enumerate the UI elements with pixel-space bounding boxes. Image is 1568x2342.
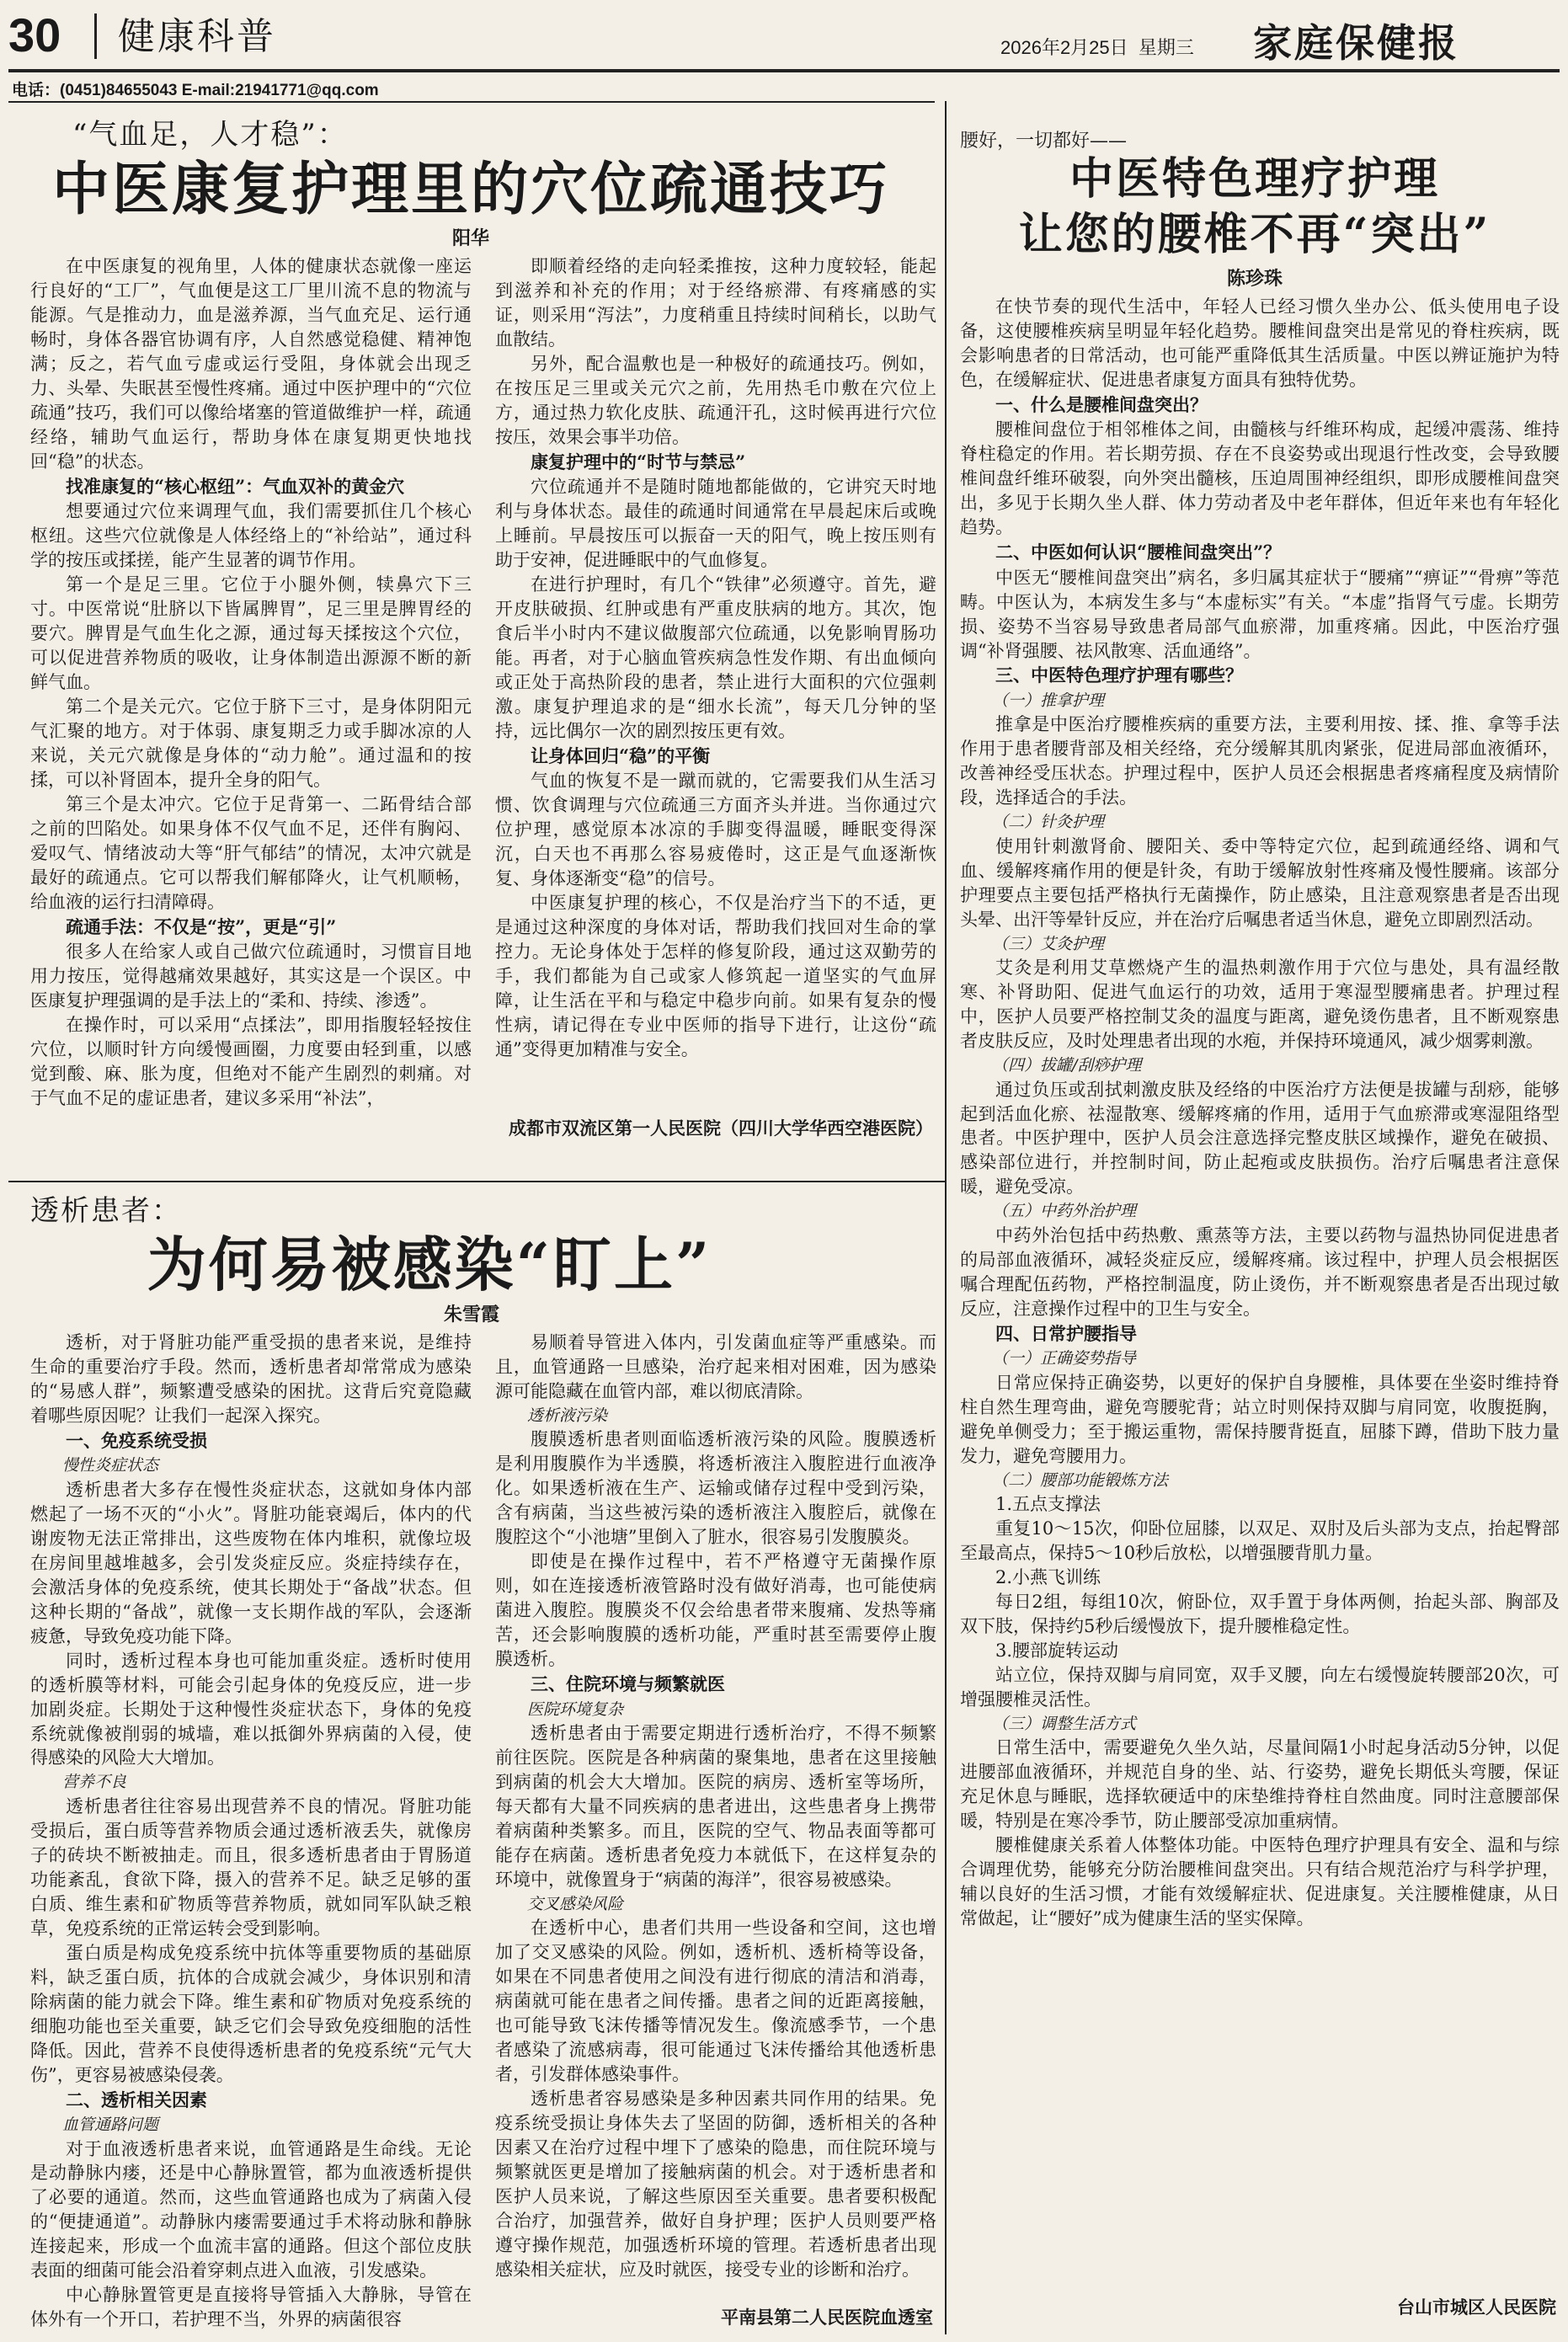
minor-heading: 血管通路问题: [62, 2115, 159, 2134]
paragraph: 气血的恢复不是一蹴而就的，它需要我们从生活习惯、饮食调理与穴位疏通三方面齐头并进。当你通过穴位护理，感觉原本冰凉的手脚变得温暖，睡眠变得深沉，白天也不再那么容易疲倦时，这正是气血逐渐恢复、身体逐渐变“稳”的信号。: [495, 771, 936, 889]
a1-col1: [30, 254, 472, 1157]
paragraph: 透析患者往往容易出现营养不良的情况。肾脏功能受损后，蛋白质等营养物质会通过透析液丢失，就像房子的砖块不断被抽走。而且，很多透析患者由于胃肠道功能紊乱，食欲下降，摄入的营养不足。缺乏足够的蛋白质、维生素和矿物质等营养物质，就如同军队缺乏粮草，免疫系统的正常运转会受到影响。: [30, 1795, 472, 1939]
a2-title: 为何易被感染“盯上”: [147, 1230, 712, 1299]
paragraph: 想要通过穴位来调理气血，我们需要抓住几个核心枢纽。这些穴位就像是人体经络上的“补给站”，通过科学的按压或揉搓，能产生显著的调节作用。: [30, 501, 472, 571]
a1-kicker: “气血足，人才稳”：: [72, 118, 348, 152]
a3-affiliation: 台山市城区人民医院: [1397, 2297, 1556, 2318]
subheading: 找准康复的“核心枢纽”：气血双补的黄金穴: [66, 475, 405, 497]
contact-line: 电话：(0451)84655043 E-mail:21941771@qq.com: [12, 82, 379, 99]
minor-heading: （四）拔罐/刮痧护理: [992, 1056, 1142, 1075]
contact-rule: [8, 101, 935, 103]
paragraph: 中医无“腰椎间盘突出”病名，多归属其症状于“腰痛”“痹证”“骨痹”等范畴。中医认为，本病发生多与“本虚标实”有关。“本虚”指肾气亏虚。长期劳损、姿势不当容易导致患者局部气血瘀滞，加重疼痛。因此，中医治疗强调“补肾强腰、祛风散寒、活血通络”。: [960, 567, 1560, 661]
paragraph: 在透析中心，患者们共用一些设备和空间，这也增加了交叉感染的风险。例如，透析机、透析椅等设备，如果在不同患者使用之间没有进行彻底的清洁和消毒，病菌就可能在患者之间传播。患者之间的近距离接触，也可能导致飞沫传播等情况发生。像流感季节，一个患者感染了流感病毒，很可能通过飞沫传播给其他透析患者，引发群体感染事件。: [495, 1918, 936, 2085]
a3-kicker: 腰好，一切都好——: [960, 131, 1128, 152]
paragraph: 中医康复护理的核心，不仅是治疗当下的不适，更是通过这种深度的身体对话，帮助我们找回对生命的掌控力。无论身体处于怎样的修复阶段，通过这双勤劳的手，我们都能为自己或家人修筑起一道坚实的气血屏障，让生活在平和与稳定中稳步向前。如果有复杂的慢性病，请记得在专业中医师的指导下进行，让这份“疏通”变得更加精准与安全。: [495, 893, 936, 1059]
subheading: 三、中医特色理疗护理有哪些？: [995, 664, 1243, 686]
paragraph: 在进行护理时，有几个“铁律”必须遵守。首先，避开皮肤破损、红肿或患有严重皮肤病的地方。其次，饱食后半小时内不建议做腹部穴位疏通，以免影响胃肠功能。再者，对于心脑血管疾病急性发作期、有出血倾向或正处于高热阶段的患者，禁止进行大面积的穴位强刺激。康复护理追求的是“细水长流”，每天几分钟的坚持，远比偶尔一次的剧烈按压更有效。: [495, 574, 936, 741]
page-number: 30: [8, 8, 61, 61]
minor-heading: 营养不良: [62, 1773, 127, 1792]
paragraph: 艾灸是利用艾草燃烧产生的温热刺激作用于穴位与患处，具有温经散寒、补肾助阳、促进气血运行的功效，适用于寒湿型腰痛患者。护理过程中，医护人员要严格控制艾灸的温度与距离，避免烫伤患者，且不断观察患者皮肤反应，及时处理患者出现的水疱，并保持环境通风，减少烟雾刺激。: [960, 958, 1560, 1052]
a1-col2: [495, 254, 936, 1117]
a3-author: 陈珍珠: [1226, 268, 1283, 290]
subheading: 让身体回归“稳”的平衡: [531, 744, 711, 766]
paragraph: 日常应保持正确姿势，以更好的保护自身腰椎，具体要在坐姿时维持脊柱自然生理弯曲，避免弯腰驼背；站立时则保持双脚与肩同宽，收腹挺胸，避免单侧受力；至于搬运重物，需保持腰背挺直，屈膝下蹲，借助下肢力量发力，避免弯腰用力。: [960, 1372, 1560, 1466]
minor-heading: 交叉感染风险: [527, 1894, 624, 1913]
subheading: 四、日常护腰指导: [995, 1322, 1137, 1344]
a1-affiliation: 成都市双流区第一人民医院（四川大学华西空港医院）: [509, 1118, 933, 1139]
paragraph: 通过负压或刮拭刺激皮肤及经络的中医治疗方法便是拔罐与刮痧，能够起到活血化瘀、祛湿散寒、缓解疼痛的作用，适用于气血瘀滞或寒湿阻络型患者。中医护理中，医护人员会注意选择完整皮肤区域操作，避免在破损、感染部位进行，并控制时间，防止起疱或皮肤损伤。治疗后嘱患者注意保暖，避免受凉。: [960, 1079, 1560, 1198]
paper-name: 家庭保健报: [1253, 20, 1459, 66]
paragraph: 日常生活中，需要避免久坐久站，尽量间隔1小时起身活动5分钟，以促进腰部血液循环，并规范自身的坐、站、行姿势，避免长期低头弯腰，保证充足休息与睡眠，选择软硬适中的床垫维持脊柱自然曲度。同时注意腰部保暖，特别是在寒冷季节，防止腰部受凉加重病情。: [960, 1737, 1560, 1832]
paragraph: 重复10～15次，仰卧位屈膝，以双足、双肘及后头部为支点，抬起臀部至最高点，保持5～10秒后放松，以增强腰背肌力量。: [960, 1518, 1560, 1563]
minor-heading: （二）腰部功能锻炼方法: [992, 1470, 1169, 1490]
paragraph: 推拿是中医治疗腰椎疾病的重要方法，主要利用按、揉、推、拿等手法作用于患者腰背部及相关经络，充分缓解其肌肉紧张，促进局部血液循环，改善神经受压状态。护理过程中，医护人员还会根据患者疼痛程度及病情阶段，选择适合的手法。: [960, 714, 1560, 808]
paragraph: 即顺着经络的走向轻柔推按，这种力度较轻，能起到滋养和补充的作用；对于经络瘀滞、有疼痛感的实证，则采用“泻法”，力度稍重且持续时间稍长，以助气血散结。: [495, 256, 936, 349]
paragraph: 2.小燕飞训练: [995, 1566, 1101, 1587]
minor-heading: （三）调整生活方式: [992, 1714, 1137, 1733]
minor-heading: 医院环境复杂: [527, 1699, 624, 1719]
a1-title: 中医康复护理里的穴位疏通技巧: [51, 156, 889, 223]
minor-heading: 慢性炎症状态: [62, 1456, 159, 1475]
section-title: 健康科普: [118, 15, 276, 58]
column-divider: [945, 101, 947, 2334]
paragraph: 第二个是关元穴。它位于脐下三寸，是身体阴阳元气汇聚的地方。对于体弱、康复期乏力或手脚冰凉的人来说，关元穴就像是身体的“动力舱”。通过温和的按揉，可以补肾固本，提升全身的阳气。: [30, 696, 472, 790]
paragraph: 中药外治包括中药热敷、熏蒸等方法，主要以药物与温热协同促进患者的局部血液循环，减轻炎症反应，缓解疼痛。该过程中，护理人员会根据医嘱合理配伍药物，严格控制温度，防止烫伤，并不断观察患者是否出现过敏反应，注意操作过程中的卫生与安全。: [960, 1224, 1560, 1319]
paragraph: 在操作时，可以采用“点揉法”，即用指腹轻轻按住穴位，以顺时针方向缓慢画圈，力度要由轻到重，以感觉到酸、麻、胀为度，但绝对不能产生剧烈的刺痛。对于气血不足的虚证患者，建议多采用“补法”，: [30, 1014, 472, 1108]
subheading: 二、透析相关因素: [66, 2089, 207, 2110]
a3-title-line1: 中医特色理疗护理: [1069, 153, 1440, 205]
paragraph: 透析患者容易感染是多种因素共同作用的结果。免疫系统受损让身体失去了坚固的防御，透析相关的各种因素又在治疗过程中埋下了感染的隐患，而住院环境与频繁就医更是增加了接触病菌的机会。对于透析患者和医护人员来说，了解这些原因至关重要。患者要积极配合治疗，加强营养，做好自身护理；医护人员则要严格遵守操作规范，加强透析环境的管理。若透析患者出现感染相关症状，应及时就医，接受专业的诊断和治疗。: [495, 2089, 936, 2280]
paragraph: 第三个是太冲穴。它位于足背第一、二跖骨结合部之前的凹陷处。如果身体不仅气血不足，还伴有胸闷、爱叹气、情绪波动大等“肝气郁结”的情况，太冲穴就是最好的疏通点。它可以帮我们解郁降火，让气机顺畅，给血液的运行扫清障碍。: [30, 793, 472, 912]
a2-col2: [495, 1331, 936, 2297]
paragraph: 透析，对于肾脏功能严重受损的患者来说，是维持生命的重要治疗手段。然而，透析患者却常常成为感染的“易感人群”，频繁遭受感染的困扰。这背后究竟隐藏着哪些原因呢？让我们一起深入探究。: [30, 1332, 472, 1426]
header-rule: [8, 69, 1560, 72]
a2-kicker: 透析患者：: [30, 1194, 182, 1228]
a2-affiliation: 平南县第二人民医院血透室: [721, 2307, 933, 2328]
paragraph: 透析患者大多存在慢性炎症状态，这就如身体内部燃起了一场不灭的“小火”。肾脏功能衰竭后，体内的代谢废物无法正常排出，这些废物在体内堆积，就像垃圾在房间里越堆越多，会引发炎症反应。炎症持续存在，会激活身体的免疫系统，使其长期处于“备战”状态。但这种长期的“备战”，就像一支长期作战的军队，会逐渐疲惫，导致免疫功能下降。: [30, 1479, 472, 1646]
paragraph: 使用针刺激肾俞、腰阳关、委中等特定穴位，起到疏通经络、调和气血、缓解疼痛作用的便是针灸，有助于缓解放射性疼痛及慢性腰痛。该部分护理要点主要包括严格执行无菌操作，防止感染，且注意观察患者是否出现头晕、出汗等晕针反应，并在治疗后嘱患者适当休息，避免立即剧烈活动。: [960, 835, 1560, 930]
weekday: 星期三: [1138, 37, 1194, 58]
paragraph: 蛋白质是构成免疫系统中抗体等重要物质的基础原料，缺乏蛋白质，抗体的合成就会减少，身体识别和清除病菌的能力就会下降。维生素和矿物质对免疫系统的细胞功能也至关重要，缺乏它们会导致免疫细胞的活性降低。因此，营养不良使得透析患者的免疫系统“元气大伤”，更容易被感染侵袭。: [30, 1942, 472, 2085]
a3-title-line2: 让您的腰椎不再“突出”: [1018, 209, 1491, 260]
a1-author: 阳华: [451, 227, 489, 249]
subheading: 三、住院环境与频繁就医: [531, 1673, 725, 1695]
paragraph: 另外，配合温敷也是一种极好的疏通技巧。例如，在按压足三里或关元穴之前，先用热毛巾敷在穴位上方，通过热力软化皮肤、疏通汗孔，这时候再进行穴位按压，效果会事半功倍。: [495, 353, 936, 447]
paragraph: 透析患者由于需要定期进行透析治疗，不得不频繁前往医院。医院是各种病菌的聚集地，患者在这里接触到病菌的机会大大增加。医院的病房、透析室等场所，每天都有大量不同疾病的患者进出，这些患者身上携带着病菌种类繁多。而且，医院的空气、物品表面等都可能存在病菌。透析患者免疫力本就低下，在这样复杂的环境中，就像置身于“病菌的海洋”，很容易被感染。: [495, 1723, 936, 1890]
paragraph: 很多人在给家人或自己做穴位疏通时，习惯盲目地用力按压，觉得越痛效果越好，其实这是一个误区。中医康复护理强调的是手法上的“柔和、持续、渗透”。: [30, 942, 472, 1011]
paragraph: 中心静脉置管更是直接将导管插入大静脉，导管在体外有一个开口，若护理不当，外界的病菌很容: [30, 2285, 472, 2330]
a2-author: 朱雪霞: [443, 1304, 499, 1326]
minor-heading: （五）中药外治护理: [992, 1202, 1137, 1221]
header-divider: [94, 13, 97, 59]
paragraph: 同时，透析过程本身也可能加重炎症。透析时使用的透析膜等材料，可能会引起身体的免疫反应，进一步加剧炎症。长期处于这种慢性炎症状态下，身体的免疫系统就像被削弱的城墙，难以抵御外界病菌的入侵，使得感染的风险大大增加。: [30, 1650, 472, 1769]
paragraph: 腹膜透析患者则面临透析液污染的风险。腹膜透析是利用腹膜作为半透膜，将透析液注入腹腔进行血液净化。如果透析液在生产、运输或储存过程中受到污染，含有病菌，当这些被污染的透析液注入腹腔后，就像在腹腔这个“小池塘”里倒入了脏水，很容易引发腹膜炎。: [495, 1429, 936, 1548]
paragraph: 3.腰部旋转运动: [995, 1640, 1119, 1661]
paragraph: 在快节奏的现代生活中，年轻人已经习惯久坐办公、低头使用电子设备，这使腰椎疾病呈明显年轻化趋势。腰椎间盘突出是常见的脊柱疾病，既会影响患者的日常活动，也可能严重降低其生活质量。中医以辨证施护为特色，在缓解症状、促进患者康复方面具有独特优势。: [960, 296, 1560, 390]
minor-heading: （一）推拿护理: [992, 691, 1105, 710]
paragraph: 站立位，保持双脚与肩同宽，双手叉腰，向左右缓慢旋转腰部20次，可增强腰椎灵活性。: [960, 1664, 1560, 1710]
paragraph: 第一个是足三里。它位于小腿外侧，犊鼻穴下三寸。中医常说“肚脐以下皆属脾胃”，足三里是脾胃经的要穴。脾胃是气血生化之源，通过每天揉按这个穴位，可以促进营养物质的吸收，让身体制造出源源不断的新鲜气血。: [30, 574, 472, 692]
minor-heading: （二）针灸护理: [992, 813, 1105, 832]
date: 2026年2月25日: [1000, 37, 1128, 58]
paragraph: 即使是在操作过程中，若不严格遵守无菌操作原则，如在连接透析液管路时没有做好消毒，也可能使病菌进入腹腔。腹膜炎不仅会给患者带来腹痛、发热等痛苦，还会影响腹膜的透析功能，严重时甚至需要停止腹膜透析。: [495, 1551, 936, 1670]
minor-heading: （三）艾灸护理: [992, 934, 1105, 953]
paragraph: 对于血液透析患者来说，血管通路是生命线。无论是动静脉内瘘，还是中心静脉置管，都为血液透析提供了必要的通道。然而，这些血管通路也成为了病菌入侵的“便捷通道”。动静脉内瘘需要通过手术将动脉和静脉连接起来，形成一个血流丰富的通路。但这个部位皮肤表面的细菌可能会沿着穿刺点进入血液，引发感染。: [30, 2138, 472, 2281]
a3-body: [960, 295, 1560, 2282]
paragraph: 在中医康复的视角里，人体的健康状态就像一座运行良好的“工厂”，气血便是这工厂里川流不息的物流与能源。气是推动力，血是滋养源，当气血充足、运行通畅时，身体各器官协调有序，人自然感觉稳健、精神饱满；反之，若气血亏虚或运行受阻，身体就会出现乏力、头晕、失眠甚至慢性疼痛。通过中医护理中的“穴位疏通”技巧，我们可以像给堵塞的管道做维护一样，疏通经络，辅助气血运行，帮助身体在康复期更快地找回“稳”的状态。: [30, 256, 472, 472]
a2-col1: [30, 1331, 472, 2334]
subheading: 二、中医如何认识“腰椎间盘突出”？: [995, 541, 1282, 563]
issue-date: [1000, 34, 1194, 60]
minor-heading: 透析液污染: [527, 1406, 608, 1425]
paragraph: 易顺着导管进入体内，引发菌血症等严重感染。而且，血管通路一旦感染，治疗起来相对困难，因为感染源可能隐藏在血管内部，难以彻底清除。: [495, 1332, 936, 1401]
a1-bottom-rule: [8, 1181, 945, 1182]
subheading: 一、免疫系统受损: [66, 1429, 207, 1451]
minor-heading: （一）正确姿势指导: [992, 1349, 1137, 1368]
paragraph: 腰椎间盘位于相邻椎体之间，由髓核与纤维环构成，起缓冲震荡、维持脊柱稳定的作用。若长期劳损、存在不良姿势或出现退行性改变，会导致腰椎间盘纤维环破裂，向外突出髓核，压迫周围神经组织，即形成腰椎间盘突出，多见于长期久坐人群、体力劳动者及中老年群体，但近年来也有年轻化趋势。: [960, 419, 1560, 538]
paragraph: 穴位疏通并不是随时随地都能做的，它讲究天时地利与身体状态。最佳的疏通时间通常在早晨起床后或晚上睡前。早晨按压可以振奋一天的阳气，晚上按压则有助于安神，促进睡眠中的气血修复。: [495, 477, 936, 571]
subheading: 一、什么是腰椎间盘突出？: [995, 393, 1208, 415]
subheading: 疏通手法：不仅是“按”，更是“引”: [66, 915, 337, 937]
subheading: 康复护理中的“时节与禁忌”: [531, 451, 746, 472]
paragraph: 每日2组，每组10次，俯卧位，双手置于身体两侧，抬起头部、胸部及双下肢，保持约5秒后缓慢放下，提升腰椎稳定性。: [960, 1591, 1560, 1636]
paragraph: 腰椎健康关系着人体整体功能。中医特色理疗护理具有安全、温和与综合调理优势，能够充分防治腰椎间盘突出。只有结合规范治疗与科学护理，辅以良好的生活习惯，才能有效缓解症状、促进康复。关注腰椎健康，从日常做起，让“腰好”成为健康生活的坚实保障。: [960, 1835, 1560, 1929]
paragraph: 1.五点支撑法: [995, 1494, 1101, 1515]
